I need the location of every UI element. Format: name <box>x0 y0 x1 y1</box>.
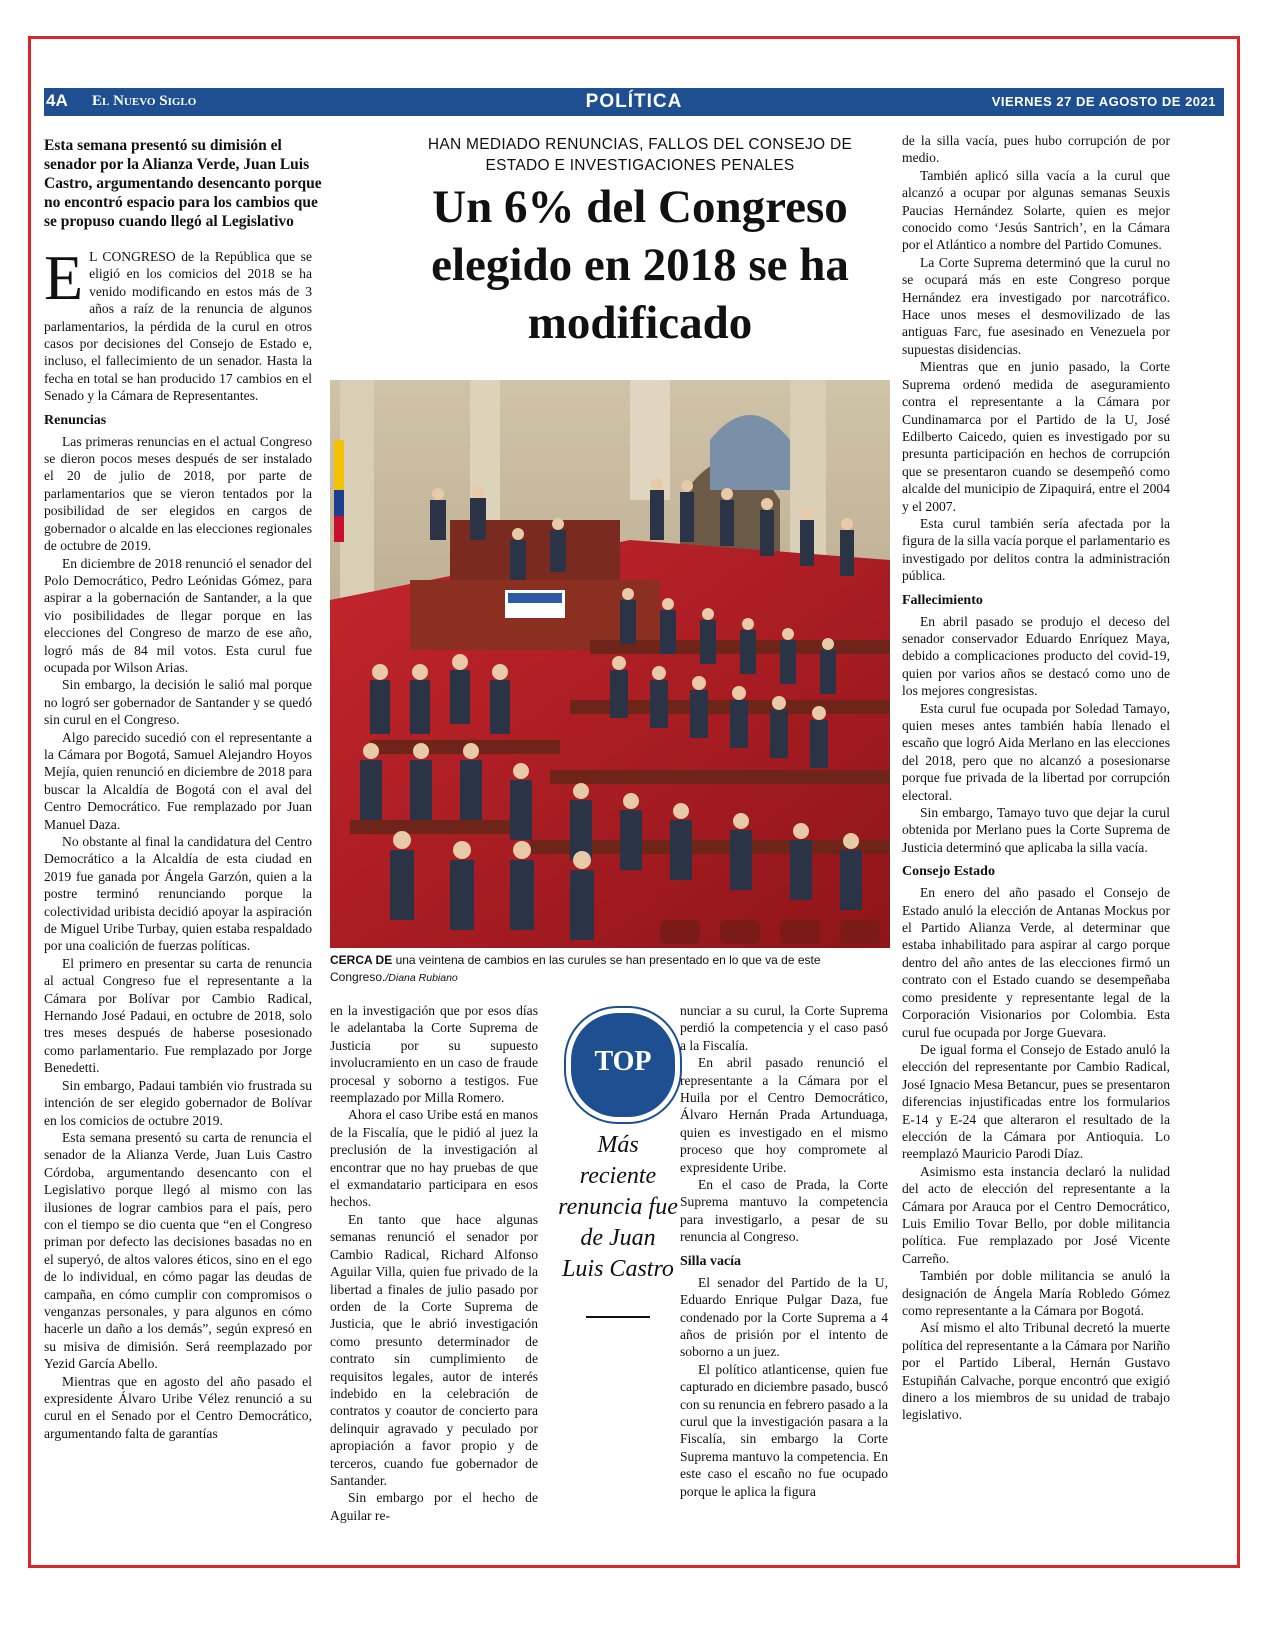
chamber-photo-illustration <box>330 380 890 948</box>
paragraph: en la investigación que por esos días le adelantaba la Corte Suprema de Justicia por su supuesto involucramiento en un caso de fraude procesal y soborno a testigos. Fue reemplazado por Milla Romero. <box>330 1003 538 1106</box>
subheading-consejo-estado: Consejo Estado <box>902 864 995 880</box>
paragraph: Así mismo el alto Tribunal decretó la muerte política del representante a la Cámara por Nariño por el Partido Liberal, Hernán Gustavo Estupiñán Calvache, porque encontró que exigió dinero a los miembros de su unidad de trabajo legislativo. <box>902 1320 1170 1423</box>
paragraph: Sin embargo, Tamayo tuvo que dejar la curul obtenida por Merlano pues la Corte Suprema de Justicia determinó que aplicaba la silla vacía. <box>902 805 1170 855</box>
photo-credit: /Diana Rubiano <box>385 972 458 984</box>
paragraph: En enero del año pasado el Consejo de Estado anuló la elección de Antanas Mockus por el Partido Alianza Verde, al determinar que estaba inhabilitado para aspirar al cargo porque dentro del año antes de las elecciones firmó un contrato con el Estado cuando se desempeñaba como presidente y representante legal de la Corporación Visionarios por Colombia. Esta curul fue ocupada por Jorge Guevara. <box>902 885 1170 1040</box>
pull-quote: Más reciente renuncia fue de Juan Luis Castro <box>558 1132 678 1282</box>
paragraph: Esta curul fue ocupada por Soledad Tamayo, quien meses antes también había llenado el escaño que logró Aida Merlano en las elecciones del 2018, pero que no alcanzó a posesionarse porque fue privada de la libertad por corrupción electoral. <box>902 700 1170 803</box>
caption-lead: CERCA DE <box>330 953 393 967</box>
paragraph: Sin embargo, la decisión le salió mal porque no logró ser gobernador de Santander y se quedó sin curul en el Congreso. <box>44 677 312 728</box>
paragraph: El político atlanticense, quien fue capturado en diciembre pasado, buscó con su renuncia en febrero pasado a la curul que la investigación pasara a la Fiscalía, sin embargo la Corte Suprema mantuvo la competencia. En este caso el escaño no fue ocupado porque le aplica la figura <box>680 1361 888 1499</box>
paragraph: En abril pasado se produjo el deceso del senador conservador Eduardo Enríquez Maya, debido a complicaciones producto del covid-19, quien por varios años se destacó como uno de los mejores congresistas. <box>902 613 1170 699</box>
paragraph: Ahora el caso Uribe está en manos de la Fiscalía, que le pidió al juez la preclusión de la investigación al encontrar que no hay pruebas de que el exmandatario participara en esos hechos. <box>330 1107 538 1210</box>
chamber-photo <box>330 380 890 948</box>
paragraph: de la silla vacía, pues hubo corrupción de por medio. <box>902 133 1170 166</box>
top-badge <box>566 1008 680 1122</box>
publication-name: El Nuevo Siglo <box>92 93 197 109</box>
paragraph: De igual forma el Consejo de Estado anuló la elección del representante por Cambio Radical, José Ignacio Mesa Betancur, pues se presentaron diferencias injustificadas entre los formularios E-14 y E-24 que alteraron el resultado de la elección de la Cámara por Antioquia. Lo reemplazó Mauricio Parodi Díaz. <box>902 1041 1170 1162</box>
page-header <box>44 88 1224 116</box>
section-title: POLÍTICA <box>585 91 683 112</box>
lead-summary: Esta semana presentó su dimisión el senador por la Alianza Verde, Juan Luis Castro, argumentando desencanto porque no encontró espacio para los cambios que se propuso cuando llegó al Legislativo <box>44 137 322 230</box>
paragraph: Esta semana presentó su carta de renuncia el senador de la Alianza Verde, Juan Luis Castro Córdoba, argumentando desencanto con el Legislativo porque llegó al mismo con las ilusiones de lograr cambios para el país, pero con el tiempo se dio cuenta que “en el Congreso priman por defecto las decisiones basadas no en el superyó, de altos valores éticos, sino en el ego de lo individual, en cómo pagar las deudas de campaña, en cómo cumplir con compromisos o venganzas personales, y para algunos en cómo hacerle un daño a los demás”, según expresó en su misiva de dimisión. Será reemplazado por Yezid García Abello. <box>44 1129 312 1372</box>
subheading-silla-vacia: Silla vacía <box>680 1253 742 1269</box>
paragraph: El senador del Partido de la U, Eduardo Enrique Pulgar Daza, fue condenado por la Corte Suprema a 4 años de prisión por el intento de soborno a un juez. <box>680 1274 888 1360</box>
paragraph: Mientras que en agosto del año pasado el expresidente Álvaro Uribe Vélez renunció a su curul en el Senado por el Centro Democrático, argumentando falta de garantías <box>44 1373 312 1441</box>
paragraph: nunciar a su curul, la Corte Suprema perdió la competencia y el caso pasó a la Fiscalía. <box>680 1003 888 1053</box>
top-badge-label: TOP <box>594 1046 652 1077</box>
intro-paragraph <box>44 242 312 405</box>
paragraph: En tanto que hace algunas semanas renunció el senador por Cambio Radical, Richard Alfonso Aguilar Villa, quien fue privado de la libertad a finales de julio pasado por orden de la Corte Suprema de Justicia, que le abrió investigación como presunto determinador de contrato sin cumplimiento de requisitos legales, autor de interés indebido en la celebración de contratos y coautor de concierto para delinquir agravado y peculado por apropiación a favor propio y de terceros, cuando fue gobernador de Santander. <box>330 1211 538 1488</box>
paragraph: Sin embargo por el hecho de Aguilar re- <box>330 1490 538 1523</box>
article-column-3 <box>680 1002 888 1500</box>
caption-text: una veintena de cambios en las curules se han presentado en lo que va de este Congreso. <box>330 953 821 984</box>
paragraph: También aplicó silla vacía a la curul que alcanzó a ocupar por algunas semanas Seuxis Paucias Hernández Solarte, quien es mejor conocido como ‘Jesús Santrich’, en la Cámara por el Atlántico a nombre del Partido Comunes. <box>902 167 1170 253</box>
paragraph: También por doble militancia se anuló la designación de Ángela María Robledo Gómez como representante a la Cámara por Bogotá. <box>902 1268 1170 1318</box>
article-column-1 <box>44 242 312 1442</box>
paragraph: Asimismo esta instancia declaró la nulidad del acto de elección del representante a la Cámara por Arauca por el Centro Democrático, Luis Emilio Tovar Bello, por doble militancia política. Fue remplazado por José Vicente Carreño. <box>902 1163 1170 1266</box>
paragraph: No obstante al final la candidatura del Centro Democrático a la Alcaldía de esta ciudad en 2019 fue ganada por Ángela Garzón, quien a la postre terminó renunciando porque la colectividad uribista decidió apoyar la aspiración de Miguel Uribe Turbay, quien estaba respaldado por una coalición de fuerzas políticas. <box>44 834 312 954</box>
article-column-2 <box>330 1002 538 1524</box>
paragraph: En diciembre de 2018 renunció el senador del Polo Democrático, Pedro Leónidas Gómez, para aspirar a la gobernación de Santander, a la que vio posibilidades de llegar porque en las elecciones del Congreso de marzo de ese año, logró más de 84 mil votos. Esta curul fue ocupada por Wilson Arias. <box>44 555 312 675</box>
article-column-4 <box>902 132 1170 1424</box>
paragraph: El primero en presentar su carta de renuncia al actual Congreso fue el representante a la Cámara por Bolívar por Cambio Radical, Hernando José Padaui, en octubre de 2018, solo tres meses después de haberse posesionado como parlamentario. Fue remplazado por Jorge Benedetti. <box>44 955 312 1076</box>
photo-caption <box>330 952 886 987</box>
subheading-renuncias: Renuncias <box>44 412 107 428</box>
kicker: HAN MEDIADO RENUNCIAS, FALLOS DEL CONSEJO DE ESTADO E INVESTIGACIONES PENALES <box>427 136 853 174</box>
page-number: 4A <box>46 91 68 110</box>
issue-date: VIERNES 27 DE AGOSTO DE 2021 <box>991 94 1216 109</box>
paragraph: En el caso de Prada, la Corte Suprema mantuvo la competencia para investigarlo, a pesar de su renuncia al Congreso. <box>680 1177 888 1245</box>
paragraph: Algo parecido sucedió con el representante a la Cámara por Bogotá, Samuel Alejandro Hoyos Mejía, quien renunció en diciembre de 2018 para buscar la Alcaldía de Bogotá con el aval del Centro Democrático. Fue remplazado por Juan Manuel Daza. <box>44 729 312 832</box>
paragraph: En abril pasado renunció el representante a la Cámara por el Huila por el Centro Democrático, Álvaro Hernán Prada Artunduaga, quien es investigado en el mismo proceso que hoy compromete al expresidente Uribe. <box>680 1055 888 1175</box>
paragraph: Sin embargo, Padaui también vio frustrada su intención de ser elegido gobernador de Bolívar en los comicios de octubre 2019. <box>44 1077 312 1128</box>
headline: Un 6% del Congreso elegido en 2018 se ha modificado <box>431 181 849 349</box>
intro-text: L CONGRESO de la República que se eligió en los comicios del 2018 se ha venido modificando en estos más de 3 años a raíz de la renuncia de algunos parlamentarios, la pérdida de la curul en otros casos por decisiones del Consejo de Estado e, incluso, el fallecimiento de un senador. Hasta la fecha en total se han producido 17 cambios en el Senado y la Cámara de Representantes. <box>44 249 312 404</box>
paragraph: Mientras que en junio pasado, la Corte Suprema ordenó medida de aseguramiento contra el representante a la Cámara por Cundinamarca por el Partido de la U, José Edilberto Caicedo, quien es investigado por su presunta participación en hechos de corrupción que se presentaron cuando se desempeñó como alcalde del municipio de Zipaquirá, entre el 2004 y el 2007. <box>902 359 1170 514</box>
paragraph: Las primeras renuncias en el actual Congreso se dieron pocos meses después de ser instalado el 20 de julio de 2018, por parte de parlamentarios que se vieron tentados por la posibilidad de ser elegidos en cargos de gobernador o alcalde en las elecciones regionales de octubre de 2019. <box>44 433 312 554</box>
subheading-fallecimiento: Fallecimiento <box>902 592 983 608</box>
pull-quote-rule <box>586 1316 650 1318</box>
paragraph: Esta curul también sería afectada por la figura de la silla vacía porque el parlamentario es investigado por delitos contra la administración pública. <box>902 515 1170 584</box>
drop-cap: E <box>44 242 84 313</box>
paragraph: La Corte Suprema determinó que la curul no se ocupará más en este Congreso porque Hernández era investigado por narcotráfico. Hace unos meses el desmovilizado de las antiguas Farc, fue asesinado en Venezuela por supuestas disidencias. <box>902 254 1170 357</box>
